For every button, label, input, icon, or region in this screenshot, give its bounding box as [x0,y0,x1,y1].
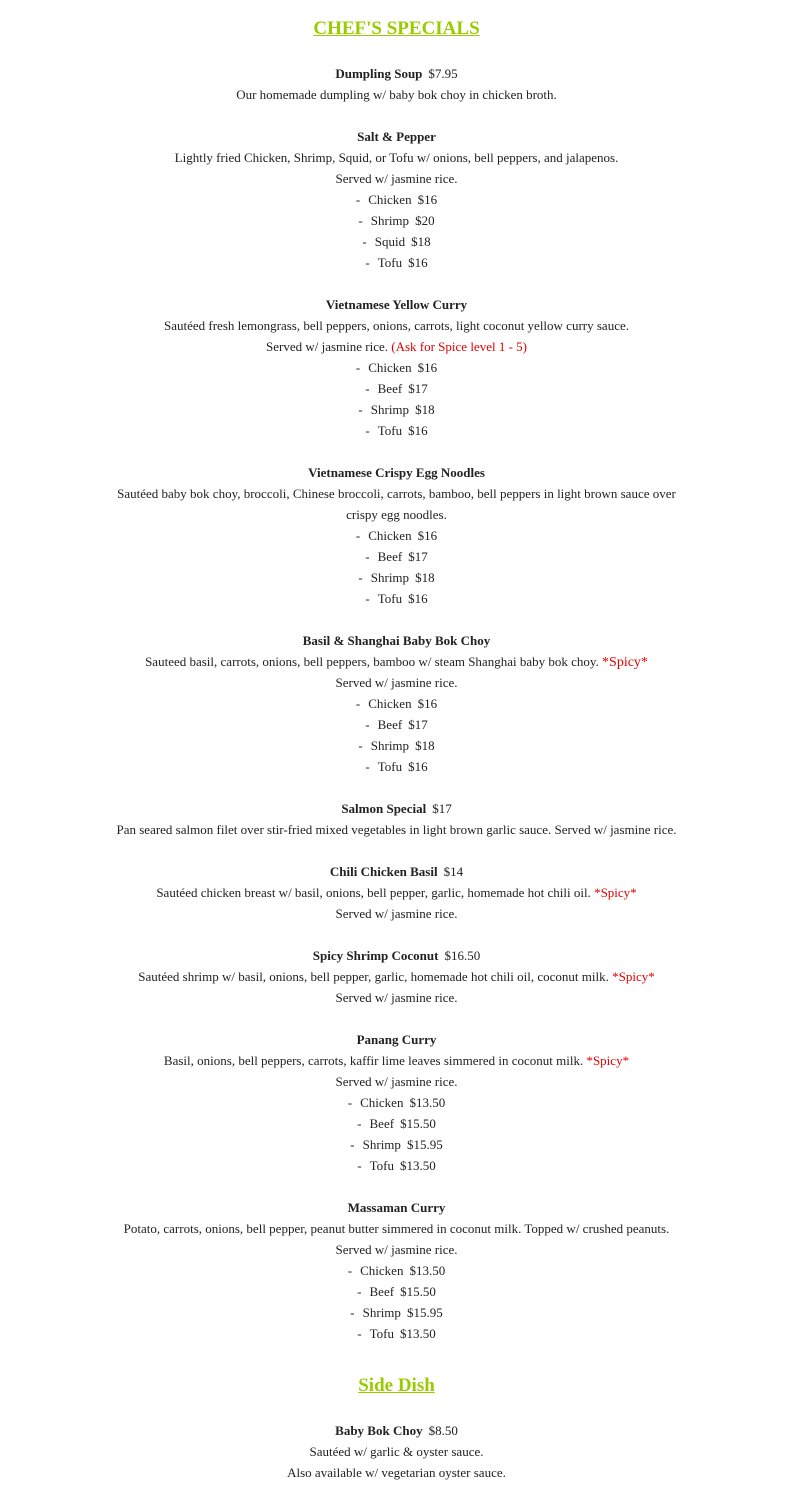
option-price: $15.95 [406,1137,443,1152]
menu-item [0,126,793,273]
menu-option [0,378,793,399]
description-text: Sautéed w/ garlic & oyster sauce. [309,1444,484,1459]
menu-option [0,1323,793,1344]
menu-item [0,861,793,924]
option-price: $17 [408,381,428,396]
menu-item-description [0,1050,793,1071]
menu-item-description [0,987,793,1008]
spice-note: *Spicy* [586,1053,630,1068]
option-name: Chicken [368,360,412,375]
description-text: Sauteed basil, carrots, onions, bell peppers, bamboo w/ steam Shanghai baby bok choy. [145,654,599,669]
menu-item-name: Spicy Shrimp Coconut [312,948,439,963]
menu-item-header [0,630,793,651]
menu-option [0,756,793,777]
menu-item [0,294,793,441]
option-bullet: - [362,234,367,249]
menu-item-description [0,504,793,525]
option-bullet: - [365,591,370,606]
menu-option [0,231,793,252]
menu-item-description [0,147,793,168]
menu-item-price: $17 [432,801,452,816]
option-price: $13.50 [409,1263,446,1278]
menu-item-header [0,1420,793,1441]
option-bullet: - [357,1284,362,1299]
menu-item-description [0,1071,793,1092]
menu-option [0,588,793,609]
menu-item-description [0,882,793,903]
option-name: Squid [374,234,406,249]
menu-option [0,1134,793,1155]
option-name: Chicken [360,1263,404,1278]
option-name: Tofu [369,1326,394,1341]
menu-item-price: $14 [443,864,464,879]
menu-item-name: Panang Curry [356,1032,437,1047]
menu-option [0,693,793,714]
menu-item-description [0,1218,793,1239]
option-name: Chicken [368,528,412,543]
menu-item-description [0,1462,793,1483]
spice-note: *Spicy* [612,969,655,984]
description-text: Served w/ jasmine rice. [335,171,458,186]
menu-option [0,546,793,567]
menu-item [0,1197,793,1344]
description-text: Served w/ jasmine rice. [335,990,458,1005]
description-text: Sautéed chicken breast w/ basil, onions, bell pepper, garlic, homemade hot chili oil. [156,885,591,900]
option-name: Beef [377,381,403,396]
option-bullet: - [347,1095,353,1110]
option-price: $13.50 [409,1095,446,1110]
menu-item-name: Baby Bok Choy [335,1423,423,1438]
option-name: Beef [377,549,403,564]
menu-option [0,420,793,441]
menu-option [0,567,793,588]
menu-item-header [0,861,793,882]
option-price: $16 [408,591,428,606]
option-bullet: - [347,1263,353,1278]
menu-item-name: Chili Chicken Basil [329,864,438,879]
menu-option [0,1302,793,1323]
menu-option [0,1281,793,1302]
option-name: Shrimp [370,738,410,753]
menu-item-price: $8.50 [428,1423,458,1438]
menu-option [0,210,793,231]
option-bullet: - [350,1137,355,1152]
menu-item-description [0,84,793,105]
option-price: $17 [408,549,428,564]
menu-item-description [0,168,793,189]
description-text: Served w/ jasmine rice. [265,339,388,354]
option-name: Tofu [369,1158,394,1173]
option-price: $17 [408,717,428,732]
menu-item [0,462,793,609]
option-bullet: - [365,423,370,438]
option-name: Chicken [360,1095,404,1110]
menu-item-name: Massaman Curry [347,1200,446,1215]
option-price: $16 [417,528,438,543]
menu-option [0,1092,793,1113]
section-title: Side Dish [358,1375,435,1396]
option-name: Beef [369,1284,395,1299]
description-text: Our homemade dumpling w/ baby bok choy in chicken broth. [236,87,557,102]
menu-option [0,1155,793,1176]
option-price: $20 [415,213,435,228]
menu-item-description [0,651,793,672]
option-name: Shrimp [370,570,410,585]
option-name: Shrimp [362,1137,401,1152]
option-name: Shrimp [370,213,410,228]
menu-section [0,1365,793,1483]
menu-item [0,63,793,105]
menu-item-name: Salt & Pepper [357,129,436,144]
menu-item-description [0,1441,793,1462]
option-bullet: - [355,192,361,207]
menu-item-description [0,672,793,693]
menu-item [0,1420,793,1483]
option-name: Tofu [377,591,403,606]
menu-item-description [0,966,793,987]
menu-item-description [0,819,793,840]
menu-item [0,630,793,777]
option-name: Shrimp [370,402,410,417]
option-price: $16 [417,192,438,207]
menu-item-header [0,294,793,315]
option-bullet: - [358,402,363,417]
menu-option [0,399,793,420]
option-name: Beef [369,1116,395,1131]
menu-item-description [0,483,793,504]
menu-item-name: Salmon Special [341,801,427,816]
option-price: $15.50 [400,1284,436,1299]
option-bullet: - [365,255,370,270]
description-text: Basil, onions, bell peppers, carrots, kaffir lime leaves simmered in coconut milk. [163,1053,584,1068]
option-bullet: - [358,213,363,228]
description-text: Served w/ jasmine rice. [335,906,458,921]
option-price: $18 [415,402,435,417]
menu-item-header [0,1197,793,1218]
option-name: Tofu [377,423,403,438]
menu-option [0,252,793,273]
option-name: Beef [377,717,403,732]
option-price: $13.50 [399,1158,436,1173]
option-name: Chicken [368,192,412,207]
menu-option [0,357,793,378]
menu-item-description [0,315,793,336]
menu-item-name: Vietnamese Crispy Egg Noodles [308,465,485,480]
menu-item [0,798,793,840]
option-price: $15.95 [406,1305,443,1320]
description-text: Lightly fried Chicken, Shrimp, Squid, or Tofu w/ onions, bell peppers, and jalapenos. [174,150,619,165]
menu-option [0,714,793,735]
option-bullet: - [358,570,363,585]
menu-option [0,1260,793,1281]
menu-option [0,735,793,756]
option-name: Tofu [377,255,403,270]
menu-option [0,1113,793,1134]
option-price: $16 [417,360,438,375]
menu-item-price: $16.50 [444,948,481,963]
description-text: Sautéed shrimp w/ basil, onions, bell pepper, garlic, homemade hot chili oil, coconut milk. [138,969,609,984]
option-bullet: - [355,528,361,543]
menu-item-header [0,63,793,84]
option-price: $18 [415,570,435,585]
menu-item-description [0,1239,793,1260]
menu-item-header [0,1029,793,1050]
option-price: $18 [415,738,435,753]
menu-item-name: Basil & Shanghai Baby Bok Choy [302,633,491,648]
option-price: $16 [408,423,428,438]
option-bullet: - [350,1305,355,1320]
menu-item [0,1029,793,1176]
menu-option [0,525,793,546]
option-bullet: - [358,738,363,753]
option-name: Shrimp [362,1305,401,1320]
description-text: Also available w/ vegetarian oyster sauce. [287,1465,506,1480]
option-bullet: - [355,360,361,375]
option-bullet: - [365,717,370,732]
menu-item-description [0,336,793,357]
section-title: CHEF'S SPECIALS [313,18,480,39]
option-bullet: - [355,696,361,711]
spice-note: *Spicy* [594,885,637,900]
option-bullet: - [365,549,370,564]
option-bullet: - [365,759,370,774]
menu-item [0,945,793,1008]
menu-item-header [0,798,793,819]
description-text: Sautéed fresh lemongrass, bell peppers, onions, carrots, light coconut yellow curry sauce. [164,318,629,333]
menu-item-price: $7.95 [428,66,458,81]
description-text: Potato, carrots, onions, bell pepper, peanut butter simmered in coconut milk. Topped w/ crushed peanuts. [123,1221,670,1236]
option-bullet: - [357,1158,362,1173]
description-text: Pan seared salmon filet over stir-fried mixed vegetables in light brown garlic sauce. Served w/ jasmine rice. [116,822,677,837]
option-price: $18 [411,234,431,249]
description-text: crispy egg noodles. [346,507,447,522]
option-bullet: - [357,1116,362,1131]
spice-note: *Spicy* [602,655,648,670]
option-price: $15.50 [400,1116,436,1131]
menu-option [0,189,793,210]
option-price: $16 [408,255,428,270]
option-price: $13.50 [399,1326,436,1341]
description-text: Served w/ jasmine rice. [335,675,458,690]
option-name: Tofu [377,759,403,774]
description-text: Served w/ jasmine rice. [335,1074,458,1089]
option-name: Chicken [368,696,412,711]
menu-item-description [0,903,793,924]
option-price: $16 [417,696,438,711]
option-bullet: - [357,1326,362,1341]
menu-item-name: Dumpling Soup [335,66,423,81]
description-text: Served w/ jasmine rice. [335,1242,458,1257]
option-price: $16 [408,759,428,774]
description-text: Sautéed baby bok choy, broccoli, Chinese broccoli, carrots, bamboo, bell peppers in light brown sauce over [117,486,676,501]
menu-item-name: Vietnamese Yellow Curry [325,297,468,312]
option-bullet: - [365,381,370,396]
spice-note: (Ask for Spice level 1 - 5) [391,339,527,354]
menu-item-header [0,945,793,966]
menu-item-header [0,126,793,147]
menu-item-header [0,462,793,483]
